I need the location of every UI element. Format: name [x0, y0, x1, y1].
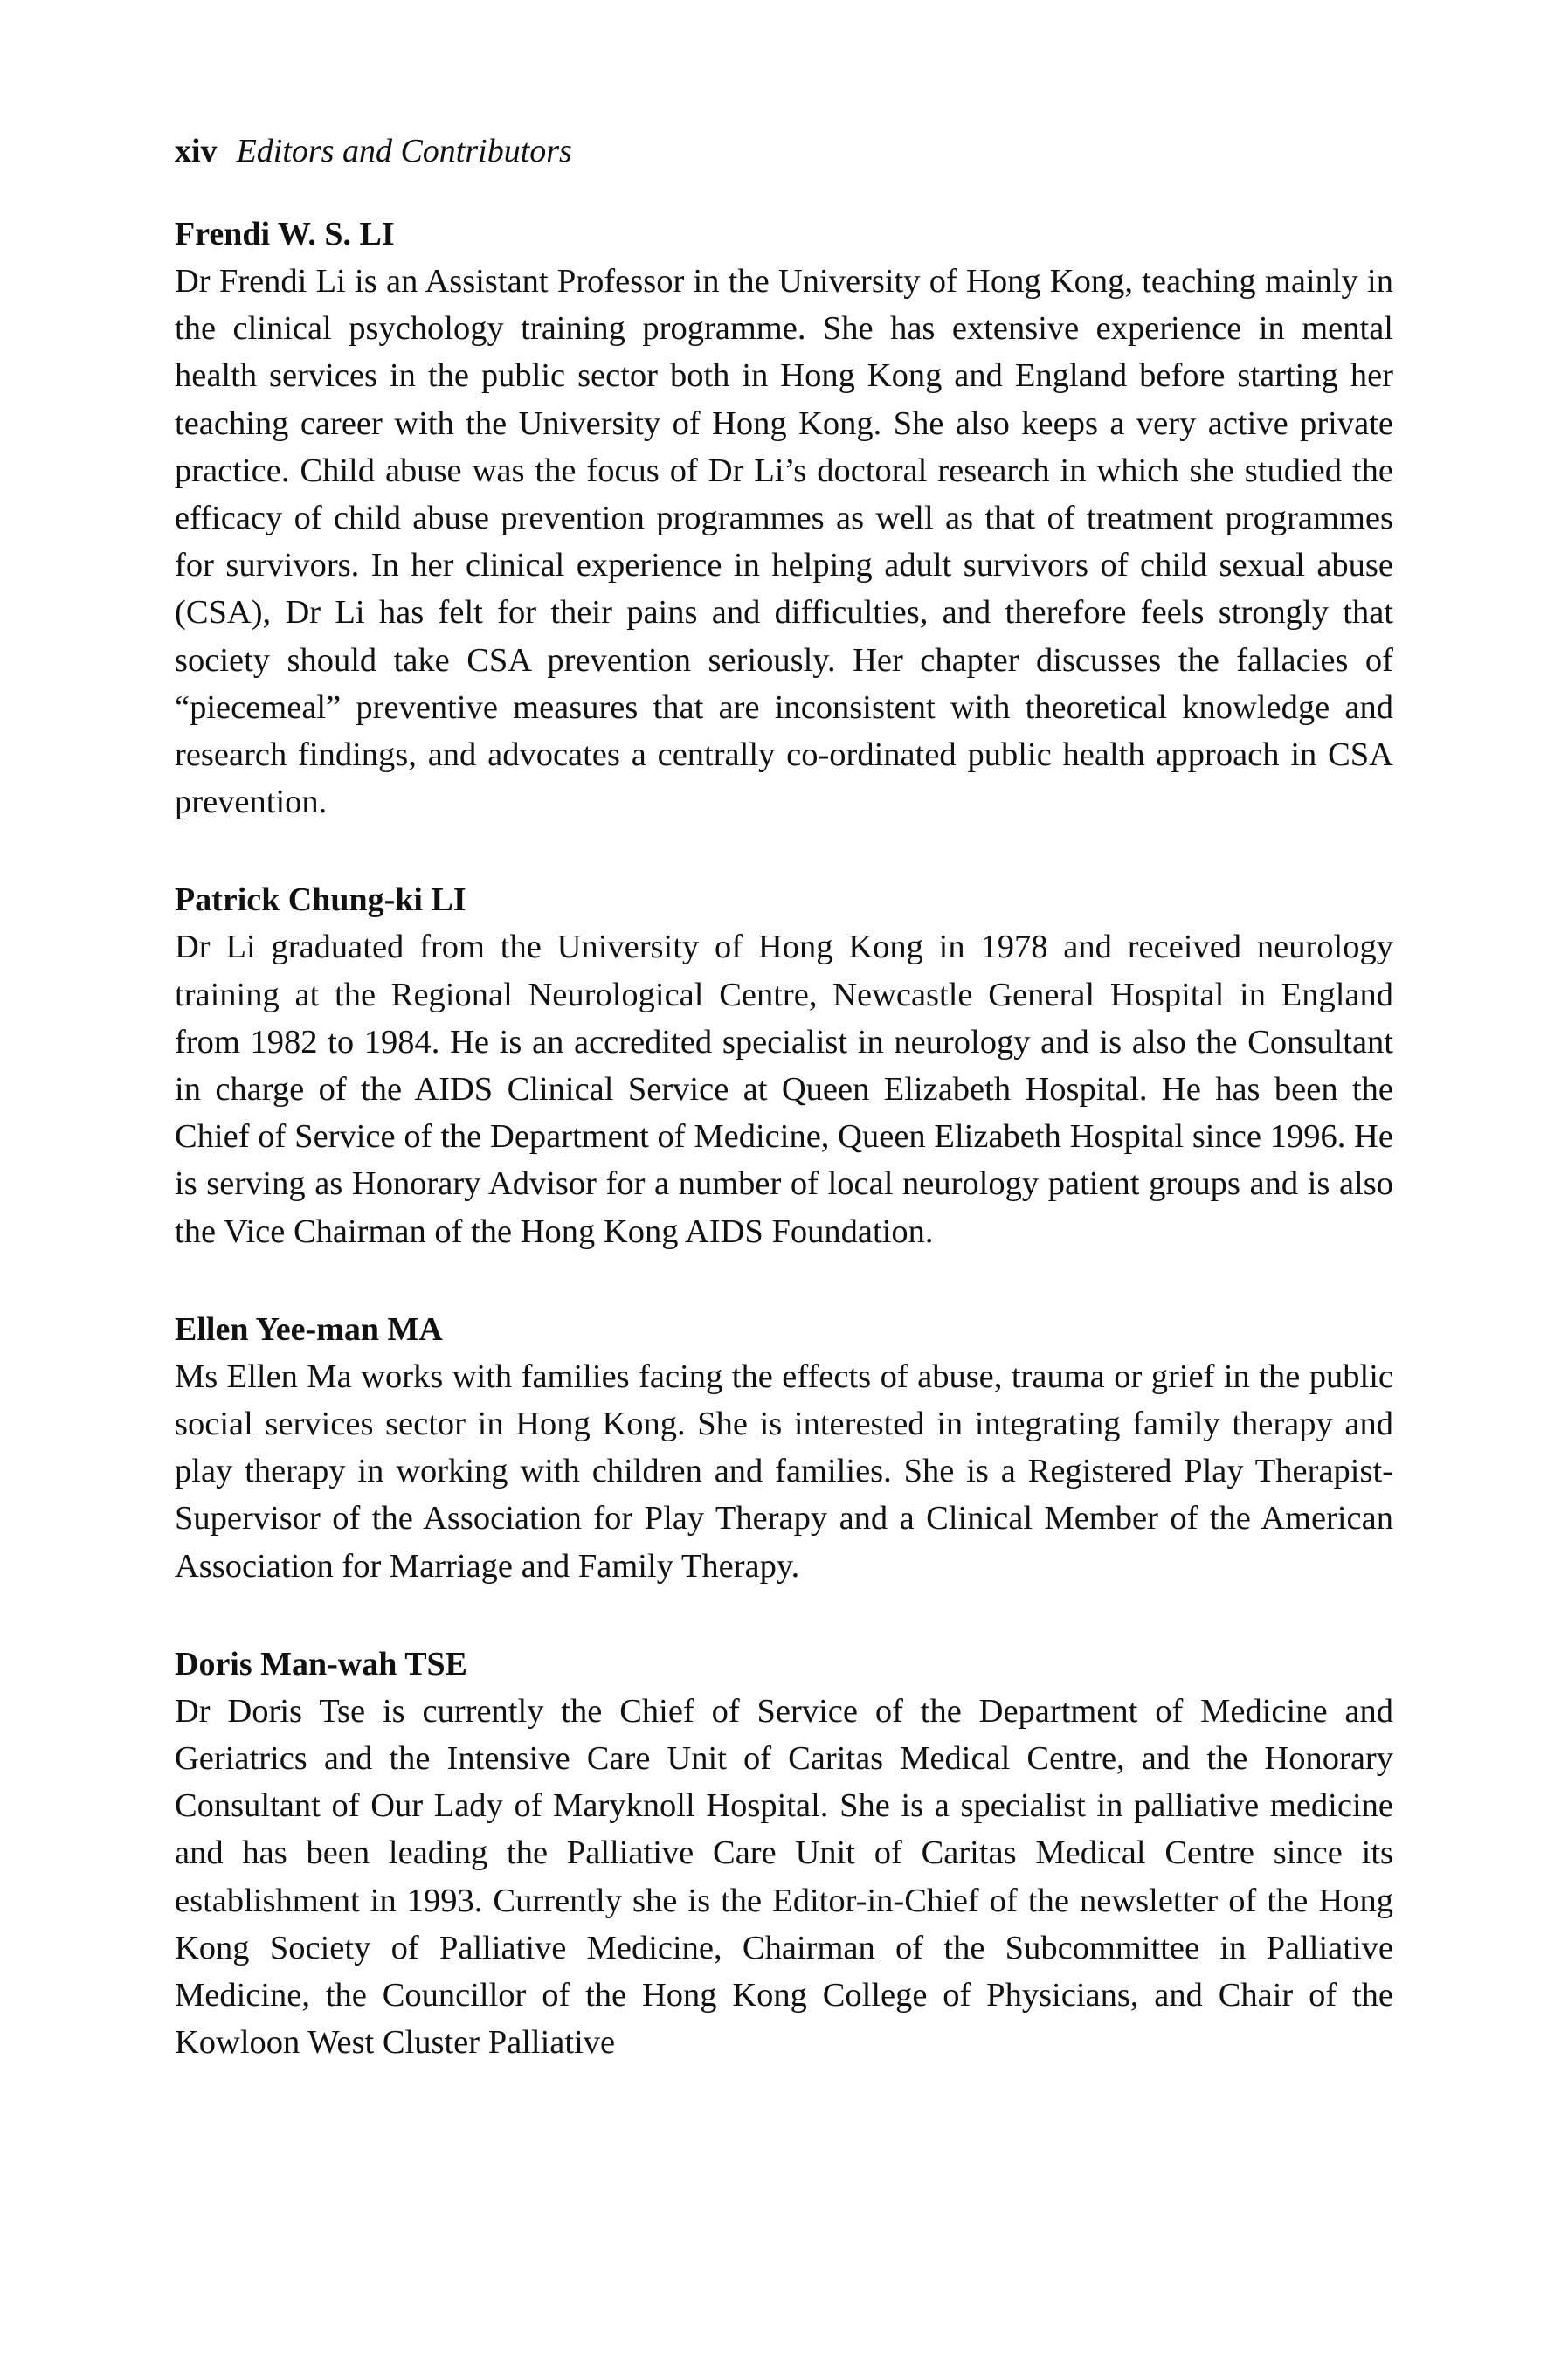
contributor-name: Frendi W. S. LI — [175, 216, 395, 252]
contributor-entry-ma-ellen — [175, 1306, 1393, 1590]
contributor-bio: Dr Frendi Li is an Assistant Professor in the University of Hong Kong, teaching mainly in the clinical psychology training programme. She has extensive experience in mental health services in the public sector both in Hong Kong and England before starting her teaching career with the University of Hong Kong. She also keeps a very active private practice. Child abuse was the focus of Dr Li’s doctoral research in which she studied the efficacy of child abuse prevention programmes as well as that of treatment programmes for survivors. In her clinical experience in helping adult survivors of child sexual abuse (CSA), Dr Li has felt for their pains and difficulties, and therefore feels strongly that society should take CSA prevention seriously. Her chapter discusses the fallacies of “piecemeal” preventive measures that are inconsistent with theoretical knowledge and research findings, and advocates a centrally co-ordinated public health approach in CSA prevention. — [175, 263, 1393, 821]
running-header — [175, 127, 1393, 176]
contributor-bio: Dr Li graduated from the University of Hong Kong in 1978 and received neurology training at the Regional Neurological Centre, Newcastle General Hospital in England from 1982 to 1984. He is an accredited specialist in neurology and is also the Consultant in charge of the AIDS Clinical Service at Queen Elizabeth Hospital. He has been the Chief of Service of the Department of Medicine, Queen Elizabeth Hospital since 1996. He is serving as Honorary Advisor for a number of local neurology patient groups and is also the Vice Chairman of the Hong Kong AIDS Foundation. — [175, 929, 1393, 1250]
page-number: xiv — [175, 133, 218, 169]
book-page — [175, 127, 1393, 2118]
contributor-name: Doris Man-wah TSE — [175, 1645, 468, 1682]
contributor-entry-li-patrick — [175, 876, 1393, 1254]
contributor-bio: Ms Ellen Ma works with families facing the effects of abuse, trauma or grief in the public social services sector in Hong Kong. She is interested in integrating family therapy and play therapy in working with children and families. She is a Registered Play Therapist-Supervisor of the Association for Play Therapy and a Clinical Member of the American Association for Marriage and Family Therapy. — [175, 1358, 1393, 1585]
contributor-bio: Dr Doris Tse is currently the Chief of Service of the Department of Medicine and Geriatrics and the Intensive Care Unit of Caritas Medical Centre, and the Honorary Consultant of Our Lady of Maryknoll Hospital. She is a specialist in palliative medicine and has been leading the Palliative Care Unit of Caritas Medical Centre since its establishment in 1993. Currently she is the Editor-in-Chief of the newsletter of the Hong Kong Society of Palliative Medicine, Chairman of the Subcommittee in Palliative Medicine, the Councillor of the Hong Kong College of Physicians, and Chair of the Kowloon West Cluster Palliative — [175, 1692, 1393, 2062]
contributor-name: Ellen Yee-man MA — [175, 1310, 443, 1348]
contributor-entry-tse-doris — [175, 1641, 1393, 2067]
running-title: Editors and Contributors — [236, 133, 572, 169]
contributor-name: Patrick Chung-ki LI — [175, 881, 466, 919]
contributor-entry-li-frendi — [175, 211, 1393, 826]
